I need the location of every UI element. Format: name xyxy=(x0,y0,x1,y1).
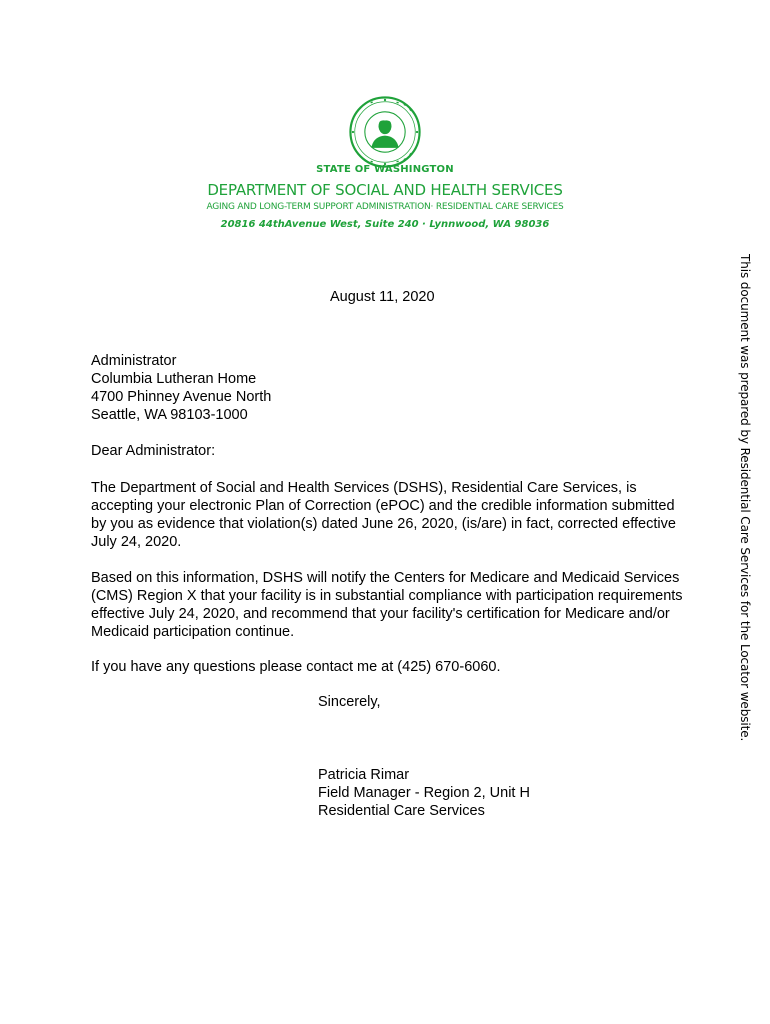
recipient-city: Seattle, WA 98103-1000 xyxy=(91,407,248,423)
closing: Sincerely, xyxy=(318,694,381,710)
recipient-street: 4700 Phinney Avenue North xyxy=(91,389,272,405)
administration-name: AGING AND LONG-TERM SUPPORT ADMINISTRATION· RESIDENTIAL CARE SERVICES xyxy=(206,202,564,212)
department-name: DEPARTMENT OF SOCIAL AND HEALTH SERVICES xyxy=(207,181,563,199)
signature-block xyxy=(318,766,530,820)
salutation: Dear Administrator: xyxy=(91,443,216,459)
signer-name: Patricia Rimar xyxy=(318,767,410,783)
letter-date: August 11, 2020 xyxy=(330,289,435,305)
locator-website-note: This document was prepared by Residential Care Services for the Locator website. xyxy=(738,254,752,742)
body-paragraph-compliance: Based on this information, DSHS will notify the Centers for Medicare and Medicaid Services (CMS) Region X that your facility is in substantial compliance with participation requirements effective July 24, 2020, and recommend that your facility's certification for Medicare and/or Medicaid participation continue. xyxy=(91,570,683,640)
recipient-title: Administrator xyxy=(91,353,177,369)
department-address: 20816 44thAvenue West, Suite 240 · Lynnwood, WA 98036 xyxy=(220,219,550,230)
recipient-facility: Columbia Lutheran Home xyxy=(91,371,257,387)
signer-title: Field Manager - Region 2, Unit H xyxy=(318,785,530,801)
signer-office: Residential Care Services xyxy=(318,803,485,819)
washington-state-seal-icon xyxy=(349,96,421,168)
body-paragraph-contact: If you have any questions please contact me at (425) 670-6060. xyxy=(91,659,501,675)
recipient-address xyxy=(91,352,271,424)
body-paragraph-acceptance: The Department of Social and Health Services (DSHS), Residential Care Services, is accepting your electronic Plan of Correction (ePOC) and the credible information submitted by you as evidence that violation(s) dated June 26, 2020, (is/are) in fact, corrected effective July 24, 2020. xyxy=(91,480,676,550)
state-name: STATE OF WASHINGTON xyxy=(316,164,454,175)
